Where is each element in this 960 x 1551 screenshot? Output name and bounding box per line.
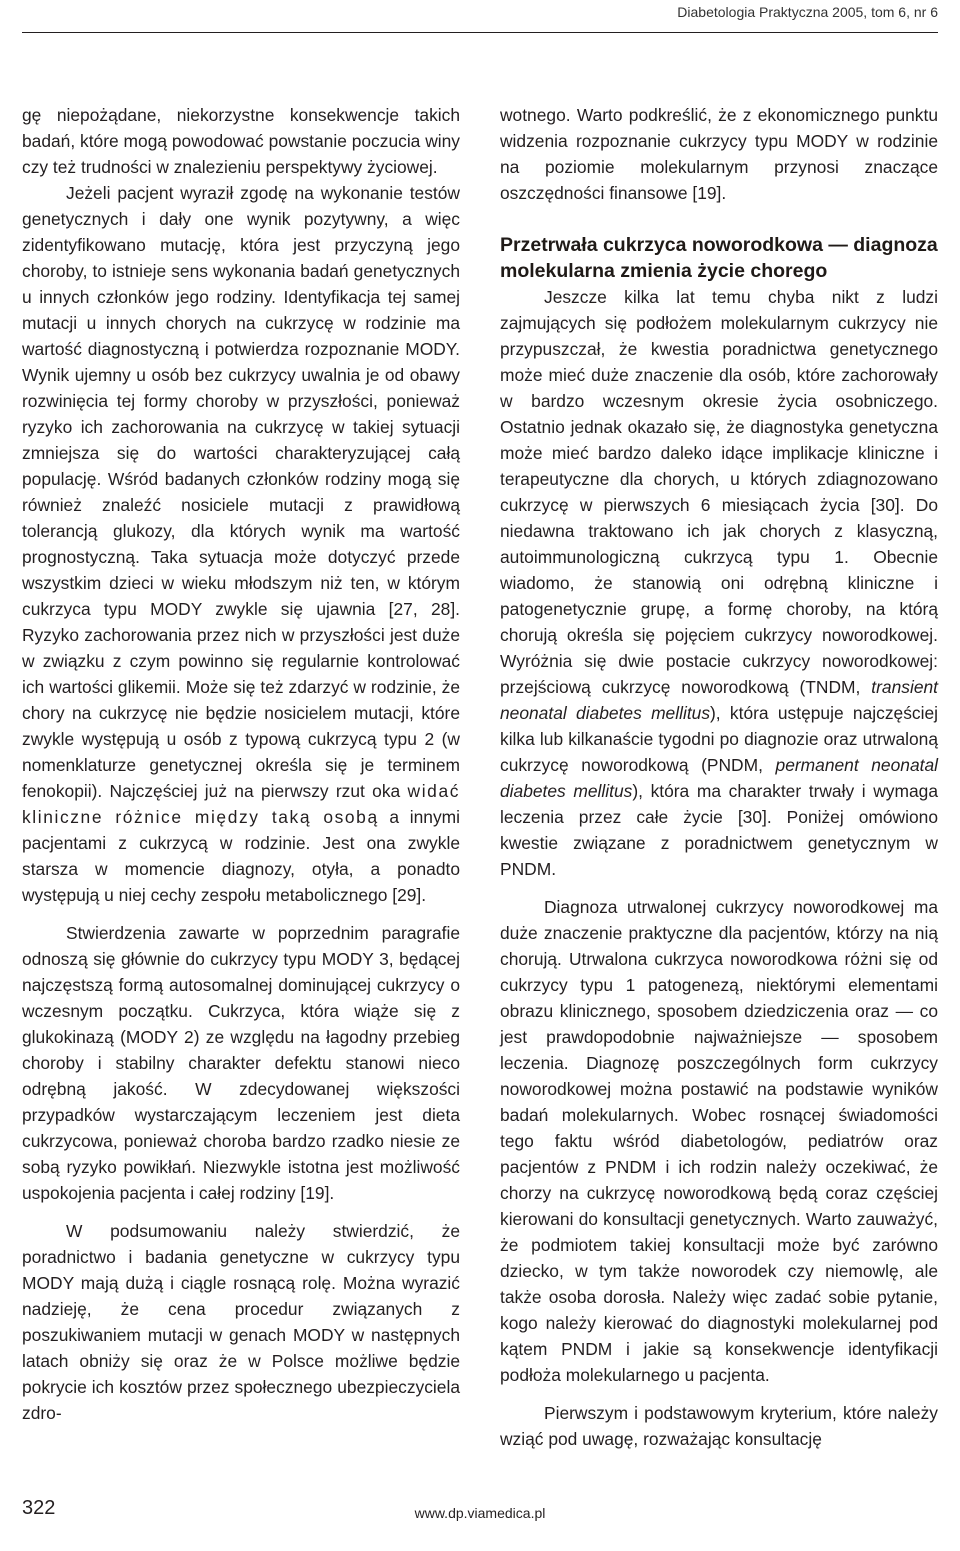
section-heading: Przetrwała cukrzyca noworodkowa — diagnoza molekularna zmienia życie chorego [500,234,938,282]
running-head: Diabetologia Praktyczna 2005, tom 6, nr 6 [677,4,938,20]
right-column [500,102,938,1452]
paragraph [22,180,460,908]
header-rule [22,32,938,33]
paragraph: W podsumowaniu należy stwierdzić, że poradnictwo i badania genetyczne w cukrzycy typu MODY mają dużą i ciągle rosnącą rolę. Można wyrazić nadzieję, że cena procedur związanych z poszukiwaniem mutacji w genach MODY w następnych latach obniży się oraz że w Polsce możliwe będzie pokrycie ich kosztów przez społecznego ubezpieczyciela zdro- [22,1221,460,1423]
paragraph: Diagnoza utrwalonej cukrzycy noworodkowej ma duże znaczenie praktyczne dla pacjentów, którzy na nią chorują. Utrwalona cukrzyca noworodkowa różni się od cukrzycy typu 1 patogenezą, niektórymi elementami obrazu klinicznego, sposobem dziedziczenia oraz — co jest prawdopodobnie najważniejsze — sposobem leczenia. Diagnozę poszczególnych form cukrzycy noworodkowej można postawić na podstawie wyników badań molekularnych. Wobec rosnącej świadomości tego faktu wśród diabetologów, pediatrów oraz pacjentów z PNDM i ich rodzin należy oczekiwać, że chorzy na cukrzycę noworodkową będą coraz częściej kierowani do konsultacji genetycznych. Warto zauważyć, że podmiotem takiej konsultacji może być zarówno dziecko, w tym także noworodek czy niemowlę, ale także osoba dorosła. Należy więc zadać sobie pytanie, kogo należy kierować do diagnostyki molekularnej pod kątem PNDM i jakie są konsekwencje identyfikacji podłoża molekularnego u pacjenta. [500,897,938,1385]
paragraph: gę niepożądane, niekorzystne konsekwencje takich badań, które mogą powodować powstanie poczucia winy czy też trudności w znalezieniu perspektywy życiowej. [22,105,460,177]
paragraph [500,284,938,882]
italic-term: transient neonatal diabetes mellitus [500,677,938,723]
left-column [22,102,460,1426]
paragraph: Pierwszym i podstawowym kryterium, które należy wziąć pod uwagę, rozważając konsultację [500,1403,938,1449]
paragraph-text-spaced: widać kliniczne różnice między taką osobą [22,781,461,827]
page-number: 322 [22,1497,56,1519]
paragraph-text: a innymi pacjentami z cukrzycą w rodzinie. Jest ona zwykle starsza w momencie diagnozy, otyła, a ponadto występują u niej cechy zespołu metabolicznego [29]. [22,807,460,905]
footer-url[interactable]: www.dp.viamedica.pl [414,1505,546,1521]
paragraph-text: ), która ma charakter trwały i wymaga leczenia przez całe życie [30]. Poniżej omówiono kwestie związane z poradnictwem genetycznym w PNDM. [500,781,939,879]
paragraph: wotnego. Warto podkreślić, że z ekonomicznego punktu widzenia rozpoznanie cukrzycy typu MODY w rodzinie na poziomie molekularnym przynosi znaczące oszczędności finansowe [19]. [500,105,938,203]
paragraph-text: Jeszcze kilka lat temu chyba nikt z ludzi zajmujących się podłożem molekularnym cukrzycy nie przypuszczał, że kwestia poradnictwa genetycznego może mieć duże znaczenie dla osób, które zachorowały w bardzo wczesnym okresie życia osobniczego. Ostatnio jednak okazało się, że diagnostyka genetyczna może mieć bardzo daleko idące implikacje kliniczne i terapeutyczne dla chorych, u których zdiagnozowano cukrzycę w pierwszych 6 miesiącach życia [30]. Do niedawna traktowano ich jak chorych z klasyczną, autoimmunologiczną cukrzycą typu 1. Obecnie wiadomo, że stanowią oni odrębną kliniczne i patogenetycznie grupę, a formę choroby, na którą chorują określa się pojęciem cukrzycy noworodkowej. Wyróżnia się dwie postacie cukrzycy noworodkowej: przejściową cukrzycę noworodkową (TNDM, [500,287,938,697]
paragraph-text: Jeżeli pacjent wyraził zgodę na wykonanie testów genetycznych i dały one wynik pozytywny, a więc zidentyfikowano mutację, która jest przyczyną jego choroby, to istnieje sens wykonania badań genetycznych u innych członków jego rodziny. Identyfikacja tej samej mutacji u innych chorych na cukrzycę w rodzinie ma wartość diagnostyczną i potwierdza rozpoznanie MODY. Wynik ujemny u osób bez cukrzycy uwalnia je od obawy rozwinięcia tej formy choroby w przyszłości, ponieważ ryzyko ich zachorowania na cukrzycę w takiej sytuacji zmniejsza się do wartości charakteryzującej całą populację. Wśród badanych członków rodziny mogą się również znaleźć nosiciele mutacji z prawidłową tolerancją glukozy, dla których wynik ma wartość prognostyczną. Taka sytuacja może dotyczyć przede wszystkim dzieci w wieku młodszym niż ten, w którym cukrzyca typu MODY zwykle się ujawnia [27, 28]. Ryzyko zachorowania przez nich w przyszłości jest duże w związku z czym powinno się regularnie kontrolować ich wartości glikemii. Może się też zdarzyć w rodzinie, że chory na cukrzycę nie będzie nosicielem mutacji, które zwykle występują u osób z typową cukrzycą typu 2 (w nomenklaturze genetycznej określa się je terminem fenokopii). Najczęściej już na pierwszy rzut oka [22,183,460,801]
italic-term: permanent neonatal diabetes mellitus [500,755,938,801]
paragraph-text: ), która ustępuje najczęściej kilka lub kilkanaście tygodni po diagnozie oraz utrwaloną cukrzycę noworodkową (PNDM, [500,703,938,775]
page-header [0,0,960,32]
paragraph: Stwierdzenia zawarte w poprzednim paragrafie odnoszą się głównie do cukrzycy typu MODY 3, będącej najczęstszą formą autosomalnej dominującej cukrzycy o wczesnym początku. Cukrzyca, która wiąże się z glukokinazą (MODY 2) ze względu na łagodny przebieg choroby i stabilny charakter defektu stanowi nieco odrębną jakość. W zdecydowanej większości przypadków wystarczającym leczeniem jest dieta cukrzycowa, ponieważ choroba bardzo rzadko niesie ze sobą ryzyko powikłań. Niezwykle istotna jest możliwość uspokojenia pacjenta i całej rodziny [19]. [22,923,460,1203]
